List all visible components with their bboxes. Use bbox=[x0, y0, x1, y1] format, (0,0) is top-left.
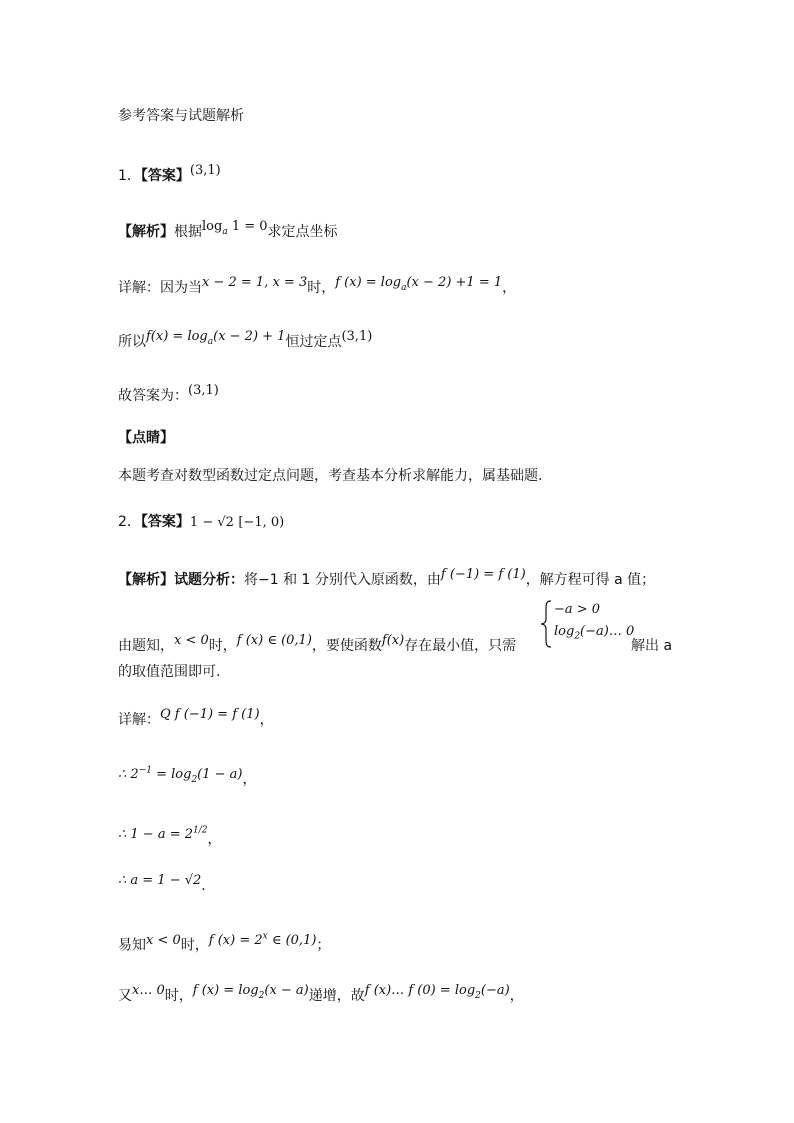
q1-analysis-math2: 1 = 0 bbox=[227, 219, 268, 234]
q1-comment-tag: 【点睛】 bbox=[118, 430, 174, 446]
q1-so-pre: 所以 bbox=[118, 334, 146, 350]
q2-detail-pre: 详解： bbox=[118, 712, 160, 728]
q2-again-m1: x… 0 bbox=[132, 983, 165, 998]
q2-step3-line bbox=[118, 873, 206, 897]
q1-so-line bbox=[118, 329, 373, 358]
q1-analysis-pre: 根据 bbox=[174, 224, 202, 240]
q1-detail-math2: f (x) = log bbox=[335, 275, 402, 290]
q1-analysis-tag: 【解析】 bbox=[118, 224, 174, 240]
q2-case2-sub: 2 bbox=[574, 631, 581, 642]
q2-answer-tag: 【答案】 bbox=[140, 514, 190, 530]
q2-again-pre: 又 bbox=[118, 988, 132, 1004]
q2-line3: 的取值范围即可. bbox=[118, 664, 221, 680]
q2-analysis-line bbox=[118, 567, 656, 591]
q1-so-sub: a bbox=[207, 336, 214, 347]
q2-detail-post: ， bbox=[259, 712, 274, 728]
q1-analysis-math: log bbox=[202, 219, 223, 234]
q2-step1-sup: −1 bbox=[138, 765, 152, 775]
q2-step3-math: ∴ a = 1 − √2 bbox=[118, 873, 202, 888]
q2-line2-t1: 时， bbox=[208, 638, 237, 654]
q1-answer-tag: 【答案】 bbox=[140, 168, 190, 184]
q2-analysis-tag: 【解析】 bbox=[118, 572, 174, 588]
q1-number: 1． bbox=[118, 168, 141, 184]
q2-easy-sup: x bbox=[262, 931, 268, 941]
q2-analysis-bold: 试题分析： bbox=[174, 572, 244, 588]
q2-easy-m2: f (x) = 2 bbox=[208, 932, 263, 948]
q2-line2-t2: ，要使函数 bbox=[311, 638, 382, 654]
q2-step3-post: . bbox=[201, 878, 206, 894]
q1-detail-line bbox=[118, 275, 517, 304]
q2-answer2: [−1, 0) bbox=[238, 515, 285, 530]
q2-line2-m3: f(x) bbox=[381, 633, 405, 648]
q1-final-point: (3,1) bbox=[188, 383, 219, 398]
q2-detail-line bbox=[118, 707, 274, 731]
q1-answer-line bbox=[118, 163, 221, 187]
q2-again-m2: f (x) = log bbox=[192, 983, 259, 998]
q2-again-sub: 2 bbox=[258, 990, 265, 1001]
q1-final-pre: 故答案为： bbox=[118, 388, 188, 404]
q2-easy-m1: x < 0 bbox=[146, 932, 181, 948]
q2-analysis-math: f (−1) = f (1) bbox=[440, 567, 526, 582]
q2-again-m5: (−a) bbox=[480, 983, 510, 998]
q2-step2-post: ， bbox=[207, 831, 222, 848]
q2-step2-sup: 1/2 bbox=[193, 825, 208, 835]
q1-detail-pre: 详解：因为当 bbox=[118, 280, 202, 296]
q2-again-t2: 递增，故 bbox=[308, 988, 365, 1004]
q2-step1-line bbox=[118, 766, 257, 795]
q2-easy-post: ； bbox=[316, 937, 331, 954]
q1-so-point: (3,1) bbox=[341, 329, 373, 344]
q2-line2-t3: 存在最小值，只需 bbox=[404, 638, 517, 654]
q2-case2: log bbox=[554, 624, 575, 639]
q2-again-sub2: 2 bbox=[475, 990, 481, 1001]
q2-step2-math: ∴ 1 − a = 2 bbox=[118, 826, 194, 842]
q1-answer: (3,1) bbox=[189, 163, 221, 178]
q2-again-t1: 时， bbox=[164, 988, 193, 1004]
q2-again-post: ， bbox=[509, 988, 524, 1004]
q1-detail-post: ， bbox=[502, 280, 517, 296]
q2-line2-pre: 由题知， bbox=[118, 638, 174, 654]
q2-step1-math: ∴ 2 bbox=[118, 766, 139, 782]
q2-answer1: 1 − √2 bbox=[189, 515, 234, 530]
q2-case-system bbox=[540, 600, 636, 648]
q2-step1-sub: 2 bbox=[191, 774, 198, 785]
q2-line2-m1: x < 0 bbox=[174, 633, 209, 648]
q2-easy-line bbox=[118, 932, 330, 957]
q2-number: 2． bbox=[118, 514, 141, 530]
q2-easy-pre: 易知 bbox=[118, 937, 146, 954]
q2-detail-math: Q f (−1) = f (1) bbox=[160, 707, 260, 722]
q2-line2-m2: f (x) ∈ (0,1) bbox=[236, 633, 312, 648]
q2-case1: −a > 0 bbox=[554, 602, 601, 617]
q2-again-m4: f (x)… f (0) = log bbox=[364, 983, 476, 998]
q1-detail-mid: 时， bbox=[307, 280, 336, 296]
q2-again-line bbox=[118, 983, 524, 1012]
q2-analysis-pre: 将−1 和 1 分别代入原函数，由 bbox=[244, 572, 441, 588]
q2-line2-post: 解出 a bbox=[631, 638, 673, 654]
q1-detail-sub: a bbox=[401, 282, 407, 293]
q1-so-math: f(x) = log bbox=[146, 329, 208, 344]
q2-condition-line bbox=[118, 633, 517, 657]
q2-analysis-post: ，解方程可得 a 值； bbox=[525, 572, 656, 588]
page-title: 参考答案与试题解析 bbox=[118, 108, 244, 124]
q1-analysis-line bbox=[118, 219, 338, 248]
q2-answer-line bbox=[118, 512, 284, 533]
q1-detail-math3: (x − 2) +1 = 1 bbox=[406, 275, 503, 290]
left-brace-icon bbox=[540, 600, 554, 648]
q2-step1-end: (1 − a) bbox=[197, 766, 243, 782]
q2-step2-line bbox=[118, 826, 222, 851]
q1-analysis-sub: a bbox=[222, 226, 228, 237]
q1-so-math2: (x − 2) + 1 bbox=[213, 329, 286, 344]
q1-so-mid: 恒过定点 bbox=[285, 334, 342, 350]
q1-final-line bbox=[118, 383, 219, 407]
q2-easy-t1: 时， bbox=[180, 937, 209, 954]
q2-case2-rest: (−a)… 0 bbox=[580, 624, 635, 639]
q2-step1-post: ， bbox=[242, 771, 257, 788]
q2-case2-wrap bbox=[554, 624, 634, 642]
q2-again-m3: (x − a) bbox=[264, 983, 309, 998]
q2-easy-m3: ∈ (0,1) bbox=[267, 932, 317, 948]
q2-step1-rest: = log bbox=[151, 766, 192, 782]
q1-detail-math1: x − 2 = 1, x = 3 bbox=[202, 275, 308, 290]
q1-comment: 本题考查对数型函数过定点问题，考查基本分析求解能力，属基础题. bbox=[118, 468, 543, 484]
q1-analysis-post: 求定点坐标 bbox=[267, 224, 338, 240]
